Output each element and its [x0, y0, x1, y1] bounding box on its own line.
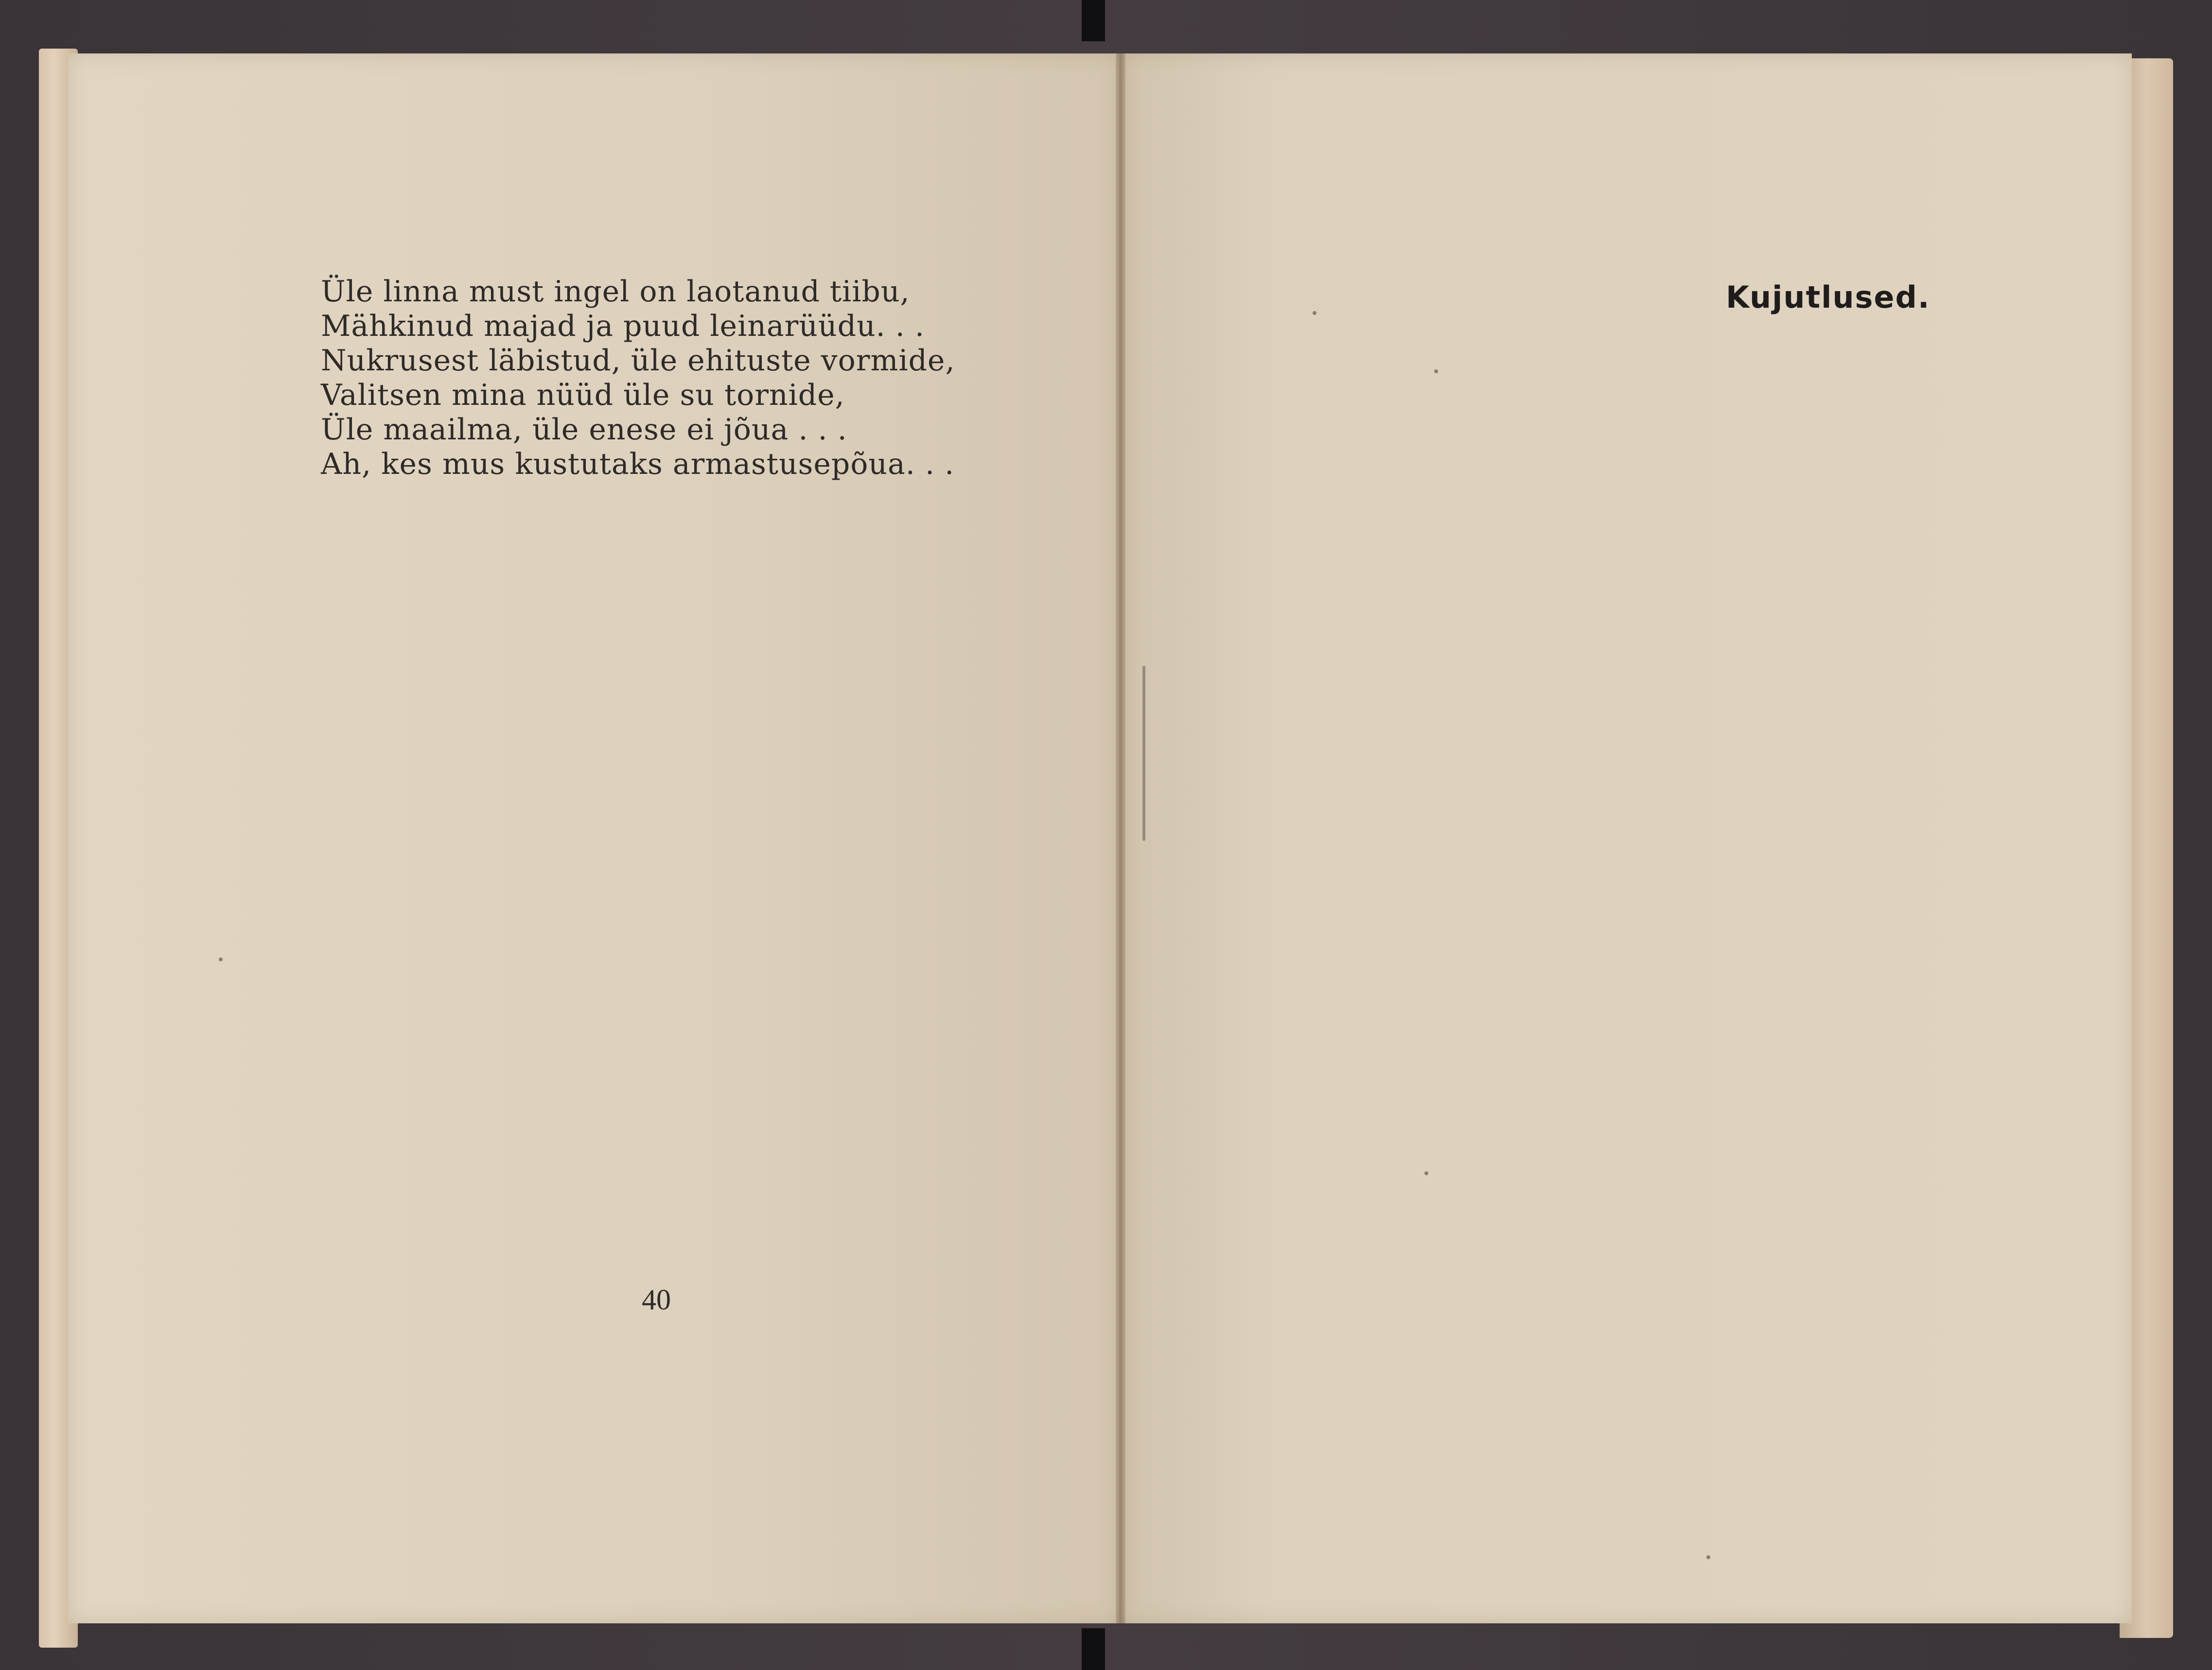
poem-line: Mähkinud majad ja puud leinarüüdu. . . — [321, 309, 925, 343]
poem-line: Üle maailma, üle enese ei jõua . . . — [321, 413, 847, 447]
page-number: 40 — [642, 1284, 671, 1316]
paper-speck — [1706, 1555, 1710, 1559]
poem-line: Ah, kes mus kustutaks armastusepõua. . . — [321, 447, 955, 481]
open-book — [34, 39, 2173, 1648]
poem-line: Nukrusest läbistud, üle ehituste vormide, — [321, 344, 955, 378]
poem-stanza — [321, 275, 955, 482]
paper-speck — [1313, 311, 1317, 315]
poem-line: Valitsen mina nüüd üle su tornide, — [321, 378, 845, 412]
binding-clip-top — [1082, 0, 1105, 41]
right-page — [1121, 53, 2132, 1623]
paper-speck — [219, 957, 223, 961]
binding-stitch — [1142, 666, 1145, 841]
section-title: Kujutlused. — [1726, 279, 1931, 315]
book-gutter — [1116, 53, 1125, 1623]
poem-line: Üle linna must ingel on laotanud tiibu, — [321, 275, 910, 309]
paper-speck — [1434, 369, 1438, 373]
paper-speck — [1424, 1171, 1428, 1175]
